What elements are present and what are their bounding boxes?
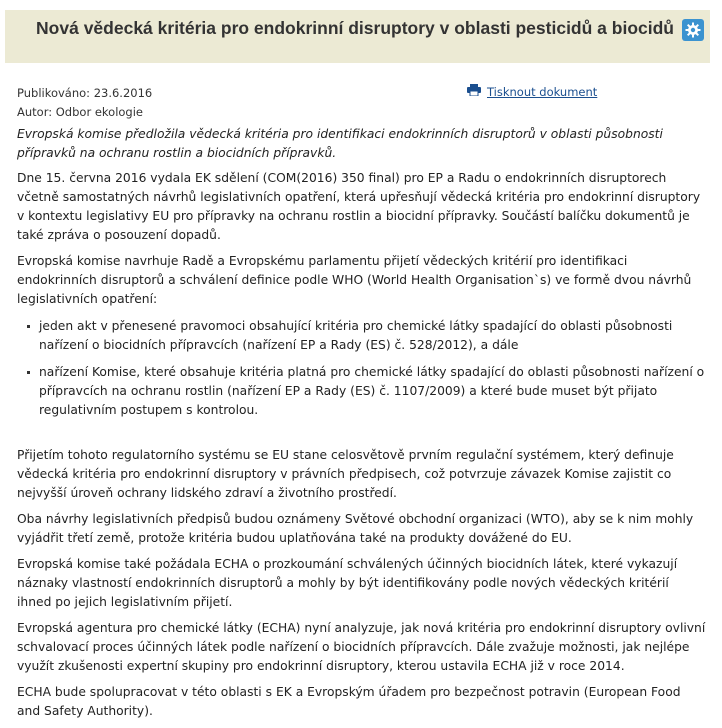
article-lead: Evropská komise předložila vědecká kritéria pro identifikaci endokrinních disruptorů v oblasti působnosti přípravků na ochranu rostlin a biocidních přípravků. [17,127,663,160]
article-meta [17,84,152,122]
list-item: nařízení Komise, které obsahuje kritéria platná pro chemické látky spadající do oblasti působnosti nařízení o přípravcích na ochranu rostlin (nařízení EP a Rady (ES) č. 1107/2009) a které bude muset být přijato regulativním postupem s kontrolou. [27,363,707,420]
paragraph: Evropská komise také požádala ECHA o prozkoumání schválených účinných biocidních látek, které vykazují náznaky vlastností endokrinních disruptorů a mohly by být identifikovány podle nových vědeckých kritérií ihned po jejich legislativním přijetí. [17,557,678,609]
print-document[interactable] [467,84,597,101]
gear-icon[interactable] [682,19,704,41]
paragraph: Oba návrhy legislativních předpisů budou oznámeny Světové obchodní organizaci (WTO), aby se k nim mohly vyjádřit třetí země, protože kritéria budou uplatňována také na produkty dovážené do EU. [17,512,694,545]
list-item: jeden akt v přenesené pravomoci obsahující kritéria pro chemické látky spadající do oblasti působnosti nařízení o biocidních přípravcích (nařízení EP a Rady (ES) č. 528/2012), a dále [27,317,707,355]
measures-list [17,317,707,420]
article-body [17,125,707,728]
print-document-link[interactable]: Tisknout dokument [487,85,598,99]
published-date: Publikováno: 23.6.2016 [17,86,153,100]
paragraph: ECHA bude spolupracovat v této oblasti s EK a Evropským úřadem pro bezpečnost potravin (European Food and Safety Authority). [17,685,681,718]
paragraph: Evropská agentura pro chemické látky (ECHA) nyní analyzuje, jak nová kritéria pro endokrinní disruptory ovlivní schvalovací proces účinných látek podle nařízení o biocidních přípravcích. Dále zvažuje možnosti, jak nejlépe využít zkušenosti expertní skupiny pro endokrinní disruptory, kterou ustavila ECHA již v roce 2014. [17,621,706,673]
paragraph: Evropská komise navrhuje Radě a Evropskému parlamentu přijetí vědeckých kritérií pro identifikaci endokrinních disruptorů a schválení definice podle WHO (World Health Organisation`s) ve formě dvou návrhů legislativních opatření: [17,254,692,306]
page-title: Nová vědecká kritéria pro endokrinní disruptory v oblasti pesticidů a biocidů [36,18,674,38]
article-header [5,10,710,63]
printer-icon [467,84,481,101]
paragraph: Přijetím tohoto regulatorního systému se EU stane celosvětově prvním regulační systémem, který definuje vědecká kritéria pro endokrinní disruptory v právních předpisech, což potvrzuje závazek Komise zajistit co nejvyšší úroveň ochrany lidského zdraví a životního prostředí. [17,448,674,500]
paragraph: Dne 15. června 2016 vydala EK sdělení (COM(2016) 350 final) pro EP a Radu o endokrinních disruptorech včetně samostatných návrhů legislativních opatření, která upřesňují vědecká kritéria pro endokrinní disruptory v kontextu legislativy EU pro přípravky na ochranu rostlin a biocidní přípravky. Součástí balíčku dokumentů je také zpráva o posouzení dopadů. [17,171,701,242]
author: Autor: Odbor ekologie [17,105,143,119]
